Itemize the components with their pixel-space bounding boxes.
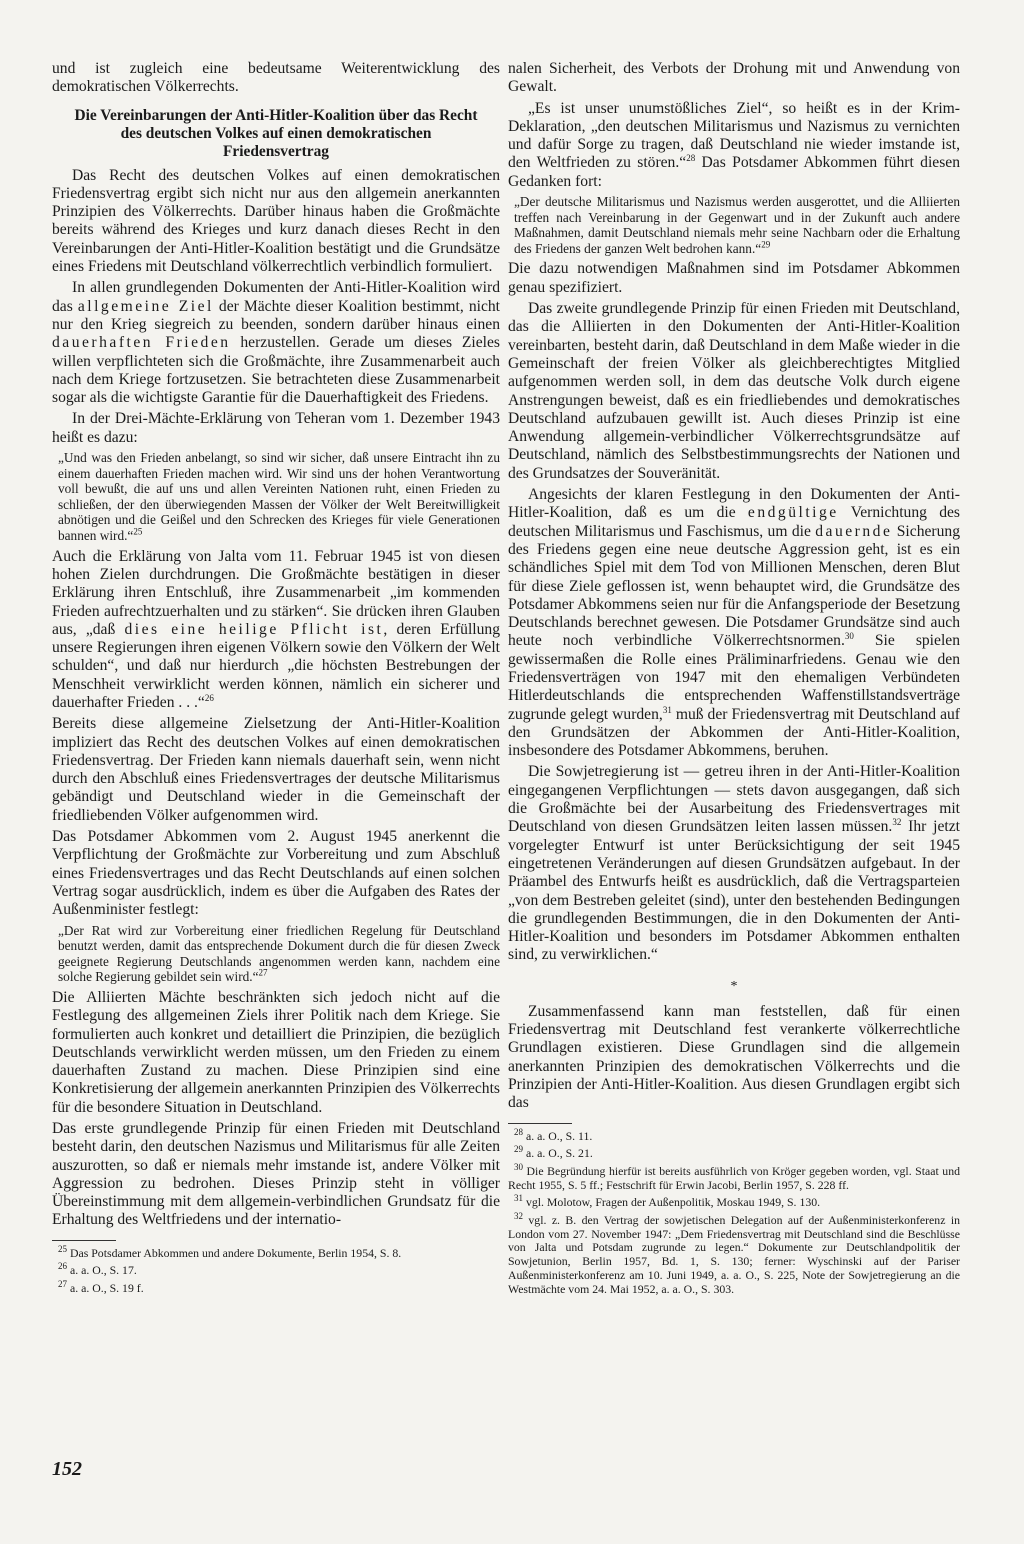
footnote-ref: 25 <box>133 526 143 537</box>
paragraph <box>52 1120 500 1230</box>
paragraph <box>52 715 500 825</box>
footnote-ref: 31 <box>662 704 672 715</box>
footnote-ref: 30 <box>514 1162 523 1172</box>
paragraph <box>508 763 960 964</box>
footnote-ref: 27 <box>58 1279 67 1290</box>
footnote-text: vgl. z. B. den Vertrag der sowjetischen Delegation auf der Außenministerkonferenz in London vom 27. November 1947: „Dem Friedensvertrag mit Deutschland sind die Beschlüsse von Jalta und Potsdam zugrunde zu legen.“ Dokumente zur Deutschlandpolitik der Sowjetunion, Berlin 1957, Bd. 1, S. 130; ferner: Wyschinski auf der Pariser Außenministerkonferenz am 10. Juni 1949, a. a. O., S. 225, Note der Sowjetregierung an die Westmächte vom 24. Mai 1952, a. a. O., S. 303. <box>508 1213 961 1296</box>
section-separator: * <box>730 978 738 994</box>
paragraph <box>52 548 500 713</box>
paragraph <box>508 486 960 760</box>
text-run: der Mächte dieser Koalition bestimmt, nicht nur den Krieg siegreich zu beenden, sondern darüber hinaus einen <box>52 297 501 333</box>
footnote-ref: 28 <box>514 1126 523 1137</box>
text-run: Das zweite grundlegende Prinzip für einen Frieden mit Deutschland, das die Alliierten in den Dokumenten der Anti-Hitler-Koalition vereinbarten, besteht darin, daß Deutschland in dem Maße wieder in die Gemeinschaft der freien Völker als gleichberechtigtes Mitglied aufgenommen werden soll, in dem das deutsche Volk durch eigene Anstrengungen beweist, daß es ein friedliebendes und demokratisches Deutschland aufzubauen gewillt ist. Auch dieses Prinzip ist eine Anwendung allgemein-verbindlicher Völkerrechtsgrundsätze auf Deutschland, nämlich des Selbstbestimmungsrechts der Nationen und des Grundsatzes der Souveränität. <box>508 300 960 482</box>
text-run: „Der deutsche Militarismus und Nazismus werden ausgerottet, und die Alliierten treffen nach Vereinbarung in der Gegenwart und in der Zukunft auch andere Maßnahmen, damit Deutschland niemals mehr seine Nachbarn oder die Erhaltung des Friedens der ganzen Welt bedrohen kann.“ <box>514 194 960 256</box>
paragraph <box>52 279 500 407</box>
paragraph <box>52 167 500 277</box>
footnote-ref: 26 <box>58 1261 67 1272</box>
text-run: Auch die Erklärung von Jalta vom 11. Februar 1945 ist von diesen hohen Zielen durchdrungen. Die Großmächte bestätigen in dieser Erklärung ihren Entschluß, ihre Zusammenarbeit „im kommenden Frieden aufrechtzuerhalten und zu stärken“. Sie drücken ihren Glauben aus, „daß <box>52 547 500 638</box>
text-run: Die dazu notwendigen Maßnahmen sind im Potsdamer Abkommen genau spezifiziert. <box>508 260 960 296</box>
footnote-text: a. a. O., S. 17. <box>69 1263 137 1278</box>
paragraph <box>52 989 500 1117</box>
footnote <box>52 1279 500 1296</box>
footnote <box>52 1243 500 1261</box>
footnote-ref: 32 <box>892 817 902 828</box>
footnote-ref: 28 <box>686 153 696 164</box>
footnote-text: Die Begründung hierfür ist bereits ausführlich von Kröger gegeben worden, vgl. Staat und Recht 1955, S. 5 ff.; Festschrift für Erwin Jacobi, Berlin 1957, S. 228 ff. <box>508 1163 960 1192</box>
text-run: Bereits diese allgemeine Zielsetzung der Anti-Hitler-Koalition impliziert das Recht des deutschen Volkes auf einen demokratischen Friedensvertrag. Der Frieden kann niemals dauerhaft sein, wenn nicht durch den Abschluß eines Friedensvertrages der deutsche Militarismus gebändigt und Deutschland wieder in die Gemeinschaft der friedliebenden Völker aufgenommen wird. <box>52 715 500 824</box>
paragraph <box>508 1003 960 1113</box>
text-run: Die Sowjetregierung ist — getreu ihren in der Anti-Hitler-Koalition eingegangenen Verpflichtungen — stets davon ausgegangen, daß sich die Großmächte bei der Ausarbeitung des Friedensvertrages mit Deutschland von diesen Grundsätzen leiten lassen müssen. <box>508 763 960 836</box>
page-number: 152 <box>52 1458 82 1480</box>
text-run: muß der Friedensvertrag mit Deutschland auf den Grundsätzen der Abkommen der Anti-Hitler-Koalition, insbesondere des Potsdamer Abkommens, beruhen. <box>508 705 960 760</box>
footnote-rule <box>508 1123 572 1124</box>
spaced-emphasis: allgemeine Ziel <box>77 297 214 315</box>
footnote <box>508 1193 960 1210</box>
footnote-ref: 30 <box>844 631 854 642</box>
paragraph <box>52 60 500 97</box>
footnote-ref: 26 <box>204 692 214 703</box>
footnote <box>52 1261 500 1278</box>
block-quote <box>514 194 960 256</box>
footnote-ref: 25 <box>58 1243 67 1254</box>
footnote-text: a. a. O., S. 19 f. <box>69 1281 144 1296</box>
text-run: Vernichtung des deutschen Militarismus und Faschismus, um die <box>508 504 960 540</box>
spaced-emphasis: dauernde <box>815 522 893 540</box>
footnote <box>508 1162 960 1192</box>
text-run: Sie spielen gewissermaßen die Rolle eines Präliminarfriedens. Genau wie den Friedensverträgen von 1947 mit den ehemaligen Verbündeten Hitlerdeutschlands die entsprechenden Waffenstillstandsverträge zugrunde gelegt wurden, <box>508 632 960 723</box>
text-run: Das Potsdamer Abkommen vom 2. August 1945 anerkennt die Verpflichtung der Großmächte zur Vorbereitung und zum Abschluß eines Friedensvertrages und das Recht Deutschlands auf einen solchen Vertrag sogar ausdrücklich, indem es über die Aufgaben des Rates der Außenminister festlegt: <box>52 828 500 919</box>
footnote <box>508 1126 960 1144</box>
text-run: Das Recht des deutschen Volkes auf einen demokratischen Friedensvertrag ergibt sich nicht nur aus den allgemein anerkannten Prinzipien des Völkerrechts. Darüber hinaus haben die Großmächte bereits während des Krieges und kurz danach dieses Recht in den Vereinbarungen der Anti-Hitler-Koalition bestätigt und die Grundsätze eines Friedens mit Deutschland völkerrechtlich verbindlich formuliert. <box>52 166 500 276</box>
text-run: Die Alliierten Mächte beschränkten sich jedoch nicht auf die Festlegung des allgemeinen Ziels ihrer Politik nach dem Kriege. Sie formulierten auch konkret und detailliert die Prinzipien, die bezüglich Deutschlands verwirklicht werden müssen, um den Frieden zu einem dauerhaften Zustand zu machen. Diese Prinzipien sind eine Konkretisierung der allgemein anerkannten Prinzipien des Völkerrechts für die besondere Situation in Deutschland. <box>52 988 500 1116</box>
spaced-emphasis: dauerhaften Frieden <box>52 334 231 352</box>
footnote-ref: 32 <box>514 1211 523 1222</box>
text-run: , deren Erfüllung unsere Regierungen ihren eigenen Völkern sowie den Völkern der Welt schulden“, und daß nur hierdurch „die höchsten Bestrebungen der Menschheit verwirklicht werden können, nämlich ein sicherer und dauerhafter Frieden . . .“ <box>52 620 501 711</box>
paragraph <box>508 100 960 191</box>
text-run: Sicherung des Friedens gegen eine neue deutsche Aggression geht, ist es ein schändliches Spiel mit dem Tod von Millionen Menschen, deren Blut für diese Ziele geflossen ist, wenn behauptet wird, die Grundsätze des Potsdamer Abkommens seien nur für die Anfangsperiode der Besetzung Deutschlands berechnet gewesen. Die Potsdamer Grundsätze sind auch heute noch verbindliche Völkerrechtsnormen. <box>508 522 960 650</box>
footnote-text: a. a. O., S. 21. <box>525 1146 593 1161</box>
text-run: In allen grundlegenden Dokumenten der Anti-Hitler-Koalition wird das <box>52 279 500 315</box>
footnote <box>508 1144 960 1161</box>
paragraph <box>508 300 960 483</box>
paragraph <box>508 260 960 297</box>
text-run: Das erste grundlegende Prinzip für einen Frieden mit Deutschland besteht darin, den deutschen Nazismus und Militarismus für alle Zeiten auszurotten, so daß er niemals mehr imstande ist, andere Völker mit Aggression zu bedrohen. Dieses Prinzip steht in völliger Übereinstimmung mit dem allgemein-verbindlichen Grundsatz für die Erhaltung des Weltfriedens und der internatio- <box>52 1120 500 1229</box>
section-heading: Die Vereinbarungen der Anti-Hitler-Koalition über das Recht des deutschen Volkes auf einen demokratischen Friedensvertrag <box>74 106 478 160</box>
right-column <box>508 60 960 1300</box>
text-run: „Es ist unser unumstößliches Ziel“, so heißt es in der Krim-Deklaration, „den deutschen Militarismus und Nazismus zu vernichten und dafür Sorge zu tragen, daß Deutschland nie wieder imstande ist, den Weltfrieden zu stören.“ <box>508 99 960 172</box>
text-run: Ihr jetzt vorgelegter Entwurf ist unter Berücksichtigung der seit 1945 eingetretenen Veränderungen auf diesen Grundsätzen aufgebaut. In der Präambel des Entwurfs heißt es ausdrücklich, daß die Vertragsparteien „von dem Bestreben geleitet (sind), unter den bestehenden Bedingungen die grundlegenden Bestimmungen, die in den Dokumenten der Anti-Hitler-Koalition und besonders im Potsdamer Abkommen enthalten sind, zu verwirklichen.“ <box>508 818 960 964</box>
paragraph <box>508 60 960 97</box>
text-run: herzustellen. Gerade um dieses Zieles willen verpflichteten sich die Großmächte, ihre Zusammenarbeit auch nach dem Kriege fortzusetzen. Sie betrachteten diese Zusammenarbeit sogar als die wichtigste Garantie für die Dauerhaftigkeit des Friedens. <box>52 334 500 407</box>
footnote-ref: 29 <box>514 1144 523 1155</box>
text-run: Angesichts der klaren Festlegung in den Dokumenten der Anti-Hitler-Koalition, daß es um die <box>508 486 960 522</box>
spaced-emphasis: endgültige <box>747 504 839 522</box>
paragraph <box>52 410 500 447</box>
footnote-text: a. a. O., S. 11. <box>525 1128 593 1143</box>
text-run: Zusammenfassend kann man feststellen, daß für einen Friedensvertrag mit Deutschland fest verankerte völkerrechtliche Grundlagen existieren. Diese Grundlagen sind die allgemein anerkannten Prinzipien des demokratischen Völkerrechts und die Prinzipien der Anti-Hitler-Koalition. Aus diesen Grundlagen ergibt sich das <box>508 1002 960 1112</box>
text-run: „Und was den Frieden anbelangt, so sind wir sicher, daß unsere Eintracht ihn zu einem dauerhaften Frieden machen wird. Wir sind uns der hohen Verantwortung voll bewußt, die auf uns und allen Vereinten Nationen ruht, einen Frieden zu schließen, der den überwiegenden Massen der Völker der Welt Bereitwilligkeit abnötigen und die Geißel und den Schrecken des Krieges für viele Generationen bannen wird.“ <box>58 450 500 544</box>
left-column <box>52 60 500 1300</box>
footnote-text: Das Potsdamer Abkommen und andere Dokumente, Berlin 1954, S. 8. <box>69 1245 402 1260</box>
block-quote <box>58 923 500 985</box>
footnote <box>508 1211 961 1296</box>
spaced-emphasis: dies eine heilige Pflicht ist <box>124 620 384 638</box>
text-run: Das Potsdamer Abkommen führt diesen Gedanken fort: <box>508 154 960 190</box>
footnote-rule <box>52 1240 116 1241</box>
text-run: In der Drei-Mächte-Erklärung von Teheran vom 1. Dezember 1943 heißt es dazu: <box>52 410 500 446</box>
footnote-ref: 29 <box>761 239 771 250</box>
text-run: und ist zugleich eine bedeutsame Weiterentwicklung des demokratischen Völkerrechts. <box>52 60 500 96</box>
paragraph <box>52 828 500 919</box>
text-run: nalen Sicherheit, des Verbots der Drohung mit und Anwendung von Gewalt. <box>508 60 960 96</box>
footnote-text: vgl. Molotow, Fragen der Außenpolitik, Moskau 1949, S. 130. <box>525 1195 821 1210</box>
block-quote <box>58 450 500 544</box>
footnote-ref: 31 <box>514 1193 523 1204</box>
footnote-ref: 27 <box>258 967 268 978</box>
text-run: „Der Rat wird zur Vorbereitung einer friedlichen Regelung für Deutschland benutzt werden, damit das entsprechende Dokument durch die für diesen Zweck geeignete Regierung Deutschlands angenommen werden kann, nachdem eine solche Regierung gebildet sein wird.“ <box>58 922 500 985</box>
